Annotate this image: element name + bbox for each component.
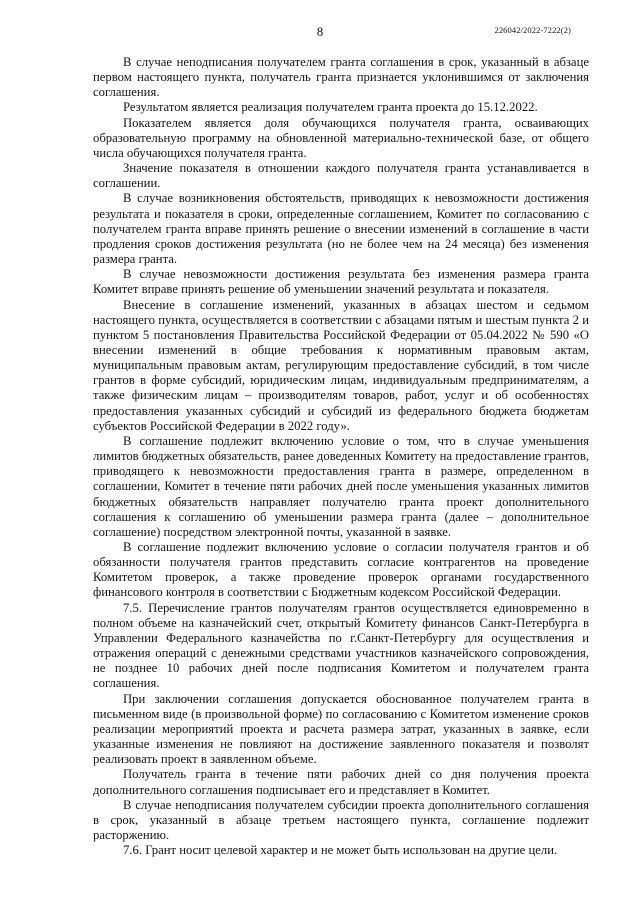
paragraph: В случае неподписания получателем гранта соглашения в срок, указанный в абзаце первом настоящего пункта, получатель гранта признается уклонившимся от заключения соглашения. — [93, 55, 589, 100]
document-id: 226042/2022-7222(2) — [494, 25, 571, 35]
paragraph: Показателем является доля обучающихся получателя гранта, осваивающих образовательную программу на обновленной материально-технической базе, от общего числа обучающихся получателя гранта. — [93, 115, 589, 160]
paragraph: Внесение в соглашение изменений, указанных в абзацах шестом и седьмом настоящего пункта, осуществляется в соответствии с абзацами пятым и шестым пункта 2 и пунктом 5 постановления Правительства Российской Федерации от 05.04.2022 № 590 «О внесении изменений в общие требования к нормативным правовым актам, муниципальным правовым актам, регулирующим предоставление субсидий, в том числе грантов в форме субсидий, юридическим лицам, индивидуальным предпринимателям, а также физическим лицам – производителям товаров, работ, услуг и об особенностях предоставления указанных субсидий и субсидий из федерального бюджета бюджетам субъектов Российской Федерации в 2022 году». — [93, 297, 589, 433]
paragraph: В случае невозможности достижения результата без изменения размера гранта Комитет вправе принять решение об уменьшении значений результата и показателя. — [93, 267, 589, 297]
paragraph: В соглашение подлежит включению условие о том, что в случае уменьшения лимитов бюджетных обязательств, ранее доведенных Комитету на предоставление грантов, приводящего к невозможности предоставления гранта в размере, определенном в соглашении, Комитет в течение пяти рабочих дней после уменьшения указанных лимитов бюджетных обязательств направляет получателю гранта проект дополнительного соглашения к соглашению об уменьшении размера гранта (далее – дополнительное соглашение) посредством электронной почты, указанной в заявке. — [93, 433, 589, 539]
document-body — [93, 55, 589, 858]
paragraph: Получатель гранта в течение пяти рабочих дней со дня получения проекта дополнительного соглашения подписывает его и представляет в Комитет. — [93, 767, 589, 797]
paragraph-section-7-6: 7.6. Грант носит целевой характер и не может быть использован на другие цели. — [123, 843, 558, 858]
paragraph: Результатом является реализация получателем гранта проекта до 15.12.2022. — [123, 100, 538, 115]
paragraph: В случае возникновения обстоятельств, приводящих к невозможности достижения результата и показателя в сроки, определенные соглашением, Комитет по согласованию с получателем гранта вправе принять решение о внесении изменений в соглашение в части продления сроков достижения результата (но не более чем на 24 месяца) без изменения размера гранта. — [93, 191, 589, 267]
paragraph: При заключении соглашения допускается обоснованное получателем гранта в письменном виде (в произвольной форме) по согласованию с Комитетом изменение сроков реализации мероприятий проекта и расчета размера затрат, указанных в заявке, если указанные изменения не повлияют на достижение заявленного показателя и позволят реализовать проект в заявленном объеме. — [93, 691, 589, 767]
paragraph: В соглашение подлежит включению условие о согласии получателя грантов и об обязанности получателя грантов представить согласие контрагентов на проведение Комитетом проверок, а также проведение проверок органами государственного финансового контроля в соответствии с Бюджетным кодексом Российской Федерации. — [93, 540, 589, 600]
page-number: 8 — [316, 24, 324, 39]
paragraph: Значение показателя в отношении каждого получателя гранта устанавливается в соглашении. — [93, 161, 589, 191]
paragraph-section-7-5: 7.5. Перечисление грантов получателям грантов осуществляется единовременно в полном объеме на казначейский счет, открытый Комитету финансов Санкт-Петербурга в Управлении Федерального казначейства по г.Санкт-Петербургу для осуществления и отражения операций с денежными средствами участников казначейского сопровождения, не позднее 10 рабочих дней после подписания Комитетом и получателем гранта соглашения. — [93, 600, 589, 691]
paragraph: В случае неподписания получателем субсидии проекта дополнительного соглашения в срок, указанный в абзаце третьем настоящего пункта, соглашение подлежит расторжению. — [93, 797, 589, 842]
